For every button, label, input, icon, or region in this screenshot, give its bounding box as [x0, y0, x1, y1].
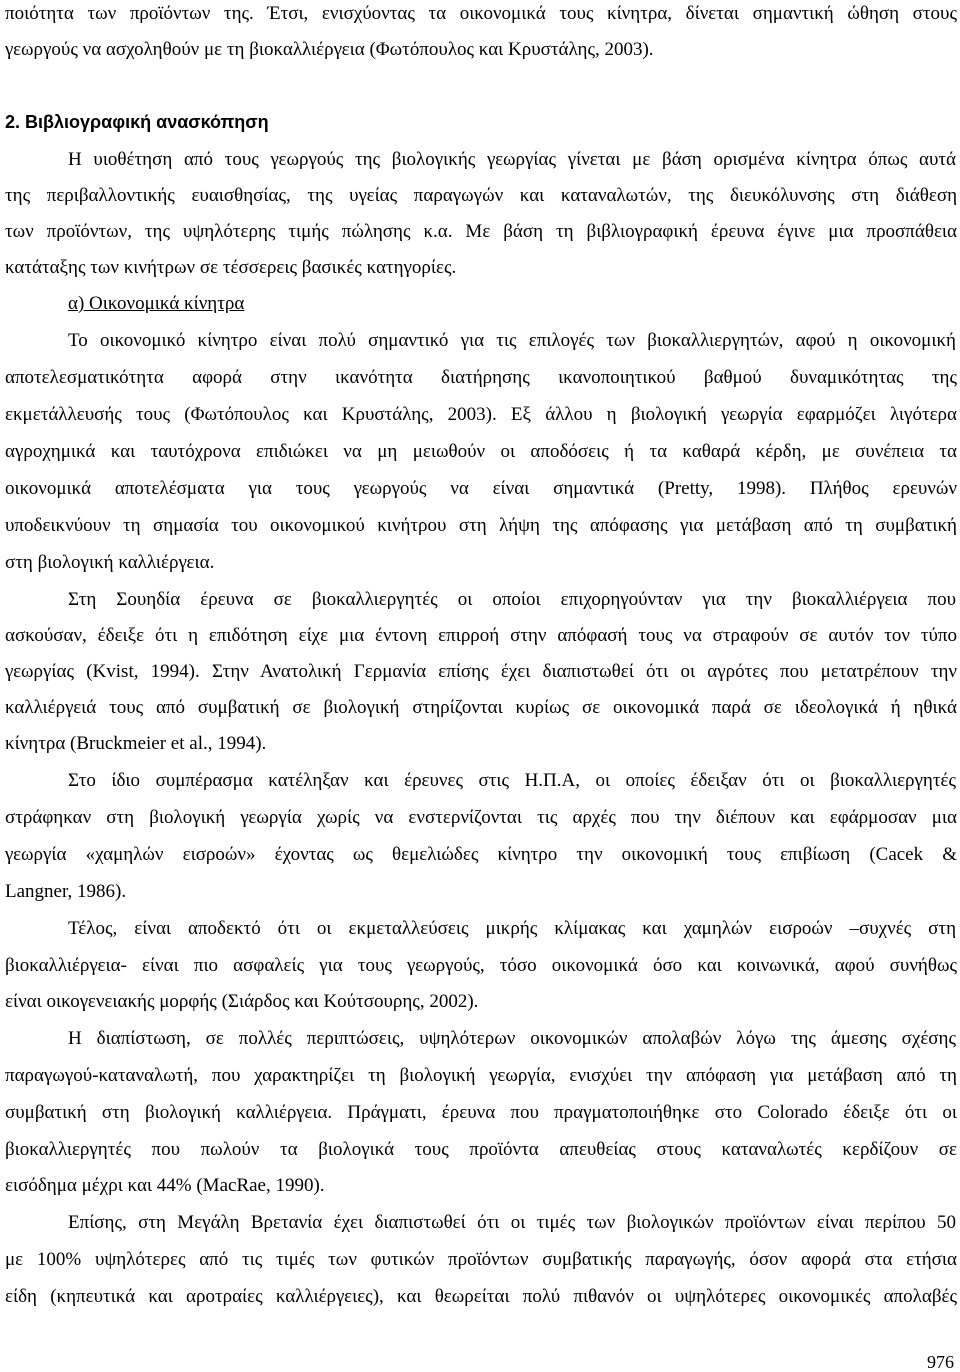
text-line: των προϊόντων, της υψηλότερης τιμής πώλησης κ.α. Με βάση τη βιβλιογραφική έρευνα έγινε μια προσπάθεια	[5, 221, 957, 242]
text-line: συμβατική στη βιολογική καλλιέργεια. Πράγματι, έρευνα που πραγματοποιήθηκε στο Colorado έδειξε ότι οι	[5, 1102, 957, 1123]
section-heading: 2. Βιβλιογραφική ανασκόπηση	[5, 112, 269, 132]
text-line: βιοκαλλιέργεια- είναι πιο ασφαλείς για τους γεωργούς, τόσο οικονομικά όσο και κοινωνικά, αφού συνήθως	[5, 955, 957, 976]
text-line: παραγωγού-καταναλωτή, που χαρακτηρίζει τη βιολογική γεωργία, ενισχύει την απόφαση για μετάβαση από τη	[5, 1065, 957, 1086]
text-line: Επίσης, στη Μεγάλη Βρετανία έχει διαπιστωθεί ότι οι τιμές των βιολογικών προϊόντων είναι περίπου 50	[68, 1212, 956, 1233]
text-line: Τέλος, είναι αποδεκτό ότι οι εκμεταλλεύσεις μικρής κλίμακας και χαμηλών εισροών –συχνές στη	[68, 918, 956, 939]
text-line: Η διαπίστωση, σε πολλές περιπτώσεις, υψηλότερων οικονομικών απολαβών λόγω της άμεσης σχέσης	[68, 1028, 956, 1049]
text-line: με 100% υψηλότερες από τις τιμές των φυτικών προϊόντων συμβατικής παραγωγής, όσον αφορά στα ετήσια	[5, 1249, 957, 1270]
text-line: ποιότητα των προϊόντων της. Έτσι, ενισχύοντας τα οικονομικά τους κίνητρα, δίνεται σημαντική ώθηση στους	[5, 3, 957, 24]
text-line: κίνητρα (Bruckmeier et al., 1994).	[5, 733, 267, 754]
subsection-heading: α) Οικονομικά κίνητρα	[68, 293, 245, 314]
text-line: αγροχημικά και ταυτόχρονα επιδιώκει να μη μειωθούν οι αποδόσεις ή τα καθαρά κέρδη, με συνέπεια τα	[5, 441, 957, 462]
text-line: στράφηκαν στη βιολογική γεωργία χωρίς να ενστερνίζονται τις αρχές που την διέπουν και εφάρμοσαν μια	[5, 807, 957, 828]
text-line: εισόδημα μέχρι και 44% (MacRae, 1990).	[5, 1175, 325, 1196]
text-line: αποτελεσματικότητα αφορά στην ικανότητα διατήρησης ικανοποιητικού βαθμού δυναμικότητας της	[5, 367, 957, 388]
text-line: υποδεικνύουν τη σημασία του οικονομικού κινήτρου στη λήψη της απόφασης για μετάβαση από τη συμβατική	[5, 515, 957, 536]
text-line: Στο ίδιο συμπέρασμα κατέληξαν και έρευνες στις Η.Π.Α, οι οποίες έδειξαν ότι οι βιοκαλλιεργητές	[68, 770, 956, 791]
text-line: της περιβαλλοντικής ευαισθησίας, της υγείας παραγωγών και καταναλωτών, της διευκόλυνσης στη διάθεση	[5, 185, 957, 206]
text-line: βιοκαλλιεργητές που πωλούν τα βιολογικά τους προϊόντα απευθείας στους καταναλωτές κερδίζουν σε	[5, 1139, 957, 1160]
text-line: οικονομικά αποτελέσματα για τους γεωργούς να είναι σημαντικά (Pretty, 1998). Πλήθος ερευνών	[5, 478, 957, 499]
text-line: καλλιέργειά τους από συμβατική σε βιολογική στηρίζονται κυρίως σε οικονομικά παρά σε ιδεολογικά ή ηθικά	[5, 697, 957, 718]
text-line: κατάταξης των κινήτρων σε τέσσερεις βασικές κατηγορίες.	[5, 257, 457, 278]
text-line: γεωργούς να ασχοληθούν με τη βιοκαλλιέργεια (Φωτόπουλος και Κρυστάλης, 2003).	[5, 39, 654, 60]
text-line: εκμετάλλευσής τους (Φωτόπουλος και Κρυστάλης, 2003). Εξ άλλου η βιολογική γεωργία εφαρμόζει λιγότερα	[5, 404, 957, 425]
text-line: Langner, 1986).	[5, 881, 127, 902]
text-line: ασκούσαν, έδειξε ότι η επιδότηση είχε μια έντονη επιρροή στην απόφασή τους να στραφούν σε αυτόν τον τύπο	[5, 625, 957, 646]
text-line: γεωργίας (Kvist, 1994). Στην Ανατολική Γερμανία επίσης έχει διαπιστωθεί ότι οι αγρότες που μετατρέπουν την	[5, 661, 957, 682]
text-line: στη βιολογική καλλιέργεια.	[5, 552, 215, 573]
text-line: Το οικονομικό κίνητρο είναι πολύ σημαντικό για τις επιλογές των βιοκαλλιεργητών, αφού η οικονομική	[68, 330, 956, 351]
text-line: είναι οικογενειακής μορφής (Σιάρδος και Κούτσουρης, 2002).	[5, 991, 479, 1012]
text-line: Η υιοθέτηση από τους γεωργούς της βιολογικής γεωργίας γίνεται με βάση ορισμένα κίνητρα όπως αυτά	[68, 149, 956, 170]
text-line: είδη (κηπευτικά και αροτραίες καλλιέργειες), και θεωρείται πολύ πιθανόν οι υψηλότερες οικονομικές απολαβές	[5, 1286, 957, 1307]
text-line: Στη Σουηδία έρευνα σε βιοκαλλιεργητές οι οποίοι επιχορηγούνταν για την βιοκαλλιέργεια που	[68, 589, 956, 610]
text-line: γεωργία «χαμηλών εισροών» έχοντας ως θεμελιώδες κίνητρο την οικονομική τους επιβίωση (Cacek &	[5, 844, 957, 865]
page-number: 976	[927, 1352, 954, 1372]
